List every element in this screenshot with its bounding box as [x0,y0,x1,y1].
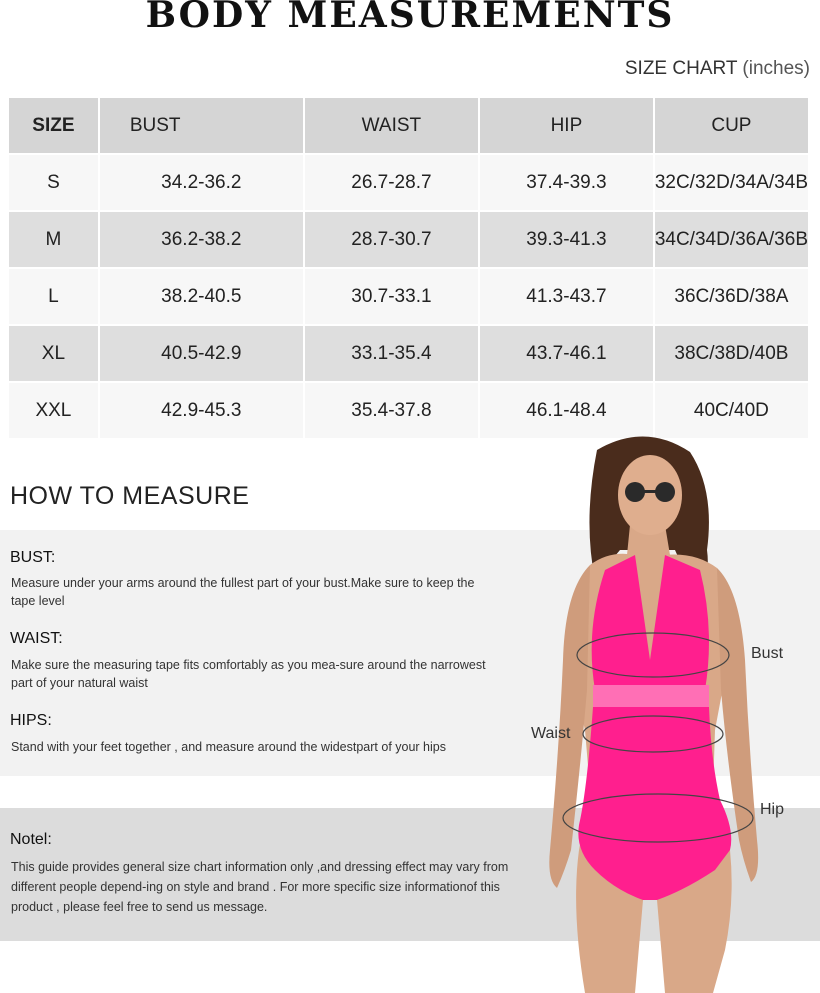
hip-label: Hip [760,801,785,818]
cell-bust: 38.2-40.5 [100,269,305,326]
bust-label: Bust [751,645,784,662]
model-figure [535,430,820,993]
header-cup: CUP [655,98,810,155]
waist-heading: WAIST: [10,630,63,647]
cell-cup: 40C/40D [655,383,810,440]
size-chart-text: SIZE CHART [624,58,738,79]
table-row [9,326,810,383]
cell-cup: 34C/34D/36A/36B [655,212,810,269]
cell-bust: 36.2-38.2 [100,212,305,269]
cell-waist: 33.1-35.4 [305,326,480,383]
how-to-measure-title: HOW TO MEASURE [10,482,250,510]
size-chart-label [625,58,810,80]
note-heading: Notel: [10,831,52,848]
table-row [9,212,810,269]
bust-instruction: Measure under your arms around the fullest part of your bust.Make sure to keep the tape level [11,576,475,608]
header-bust: BUST [100,98,305,155]
size-chart-unit: (inches) [742,58,810,79]
table-row [9,155,810,212]
header-waist: WAIST [305,98,480,155]
cell-size: XL [9,326,100,383]
cell-hip: 37.4-39.3 [480,155,655,212]
cell-waist: 35.4-37.8 [305,383,480,440]
waist-instruction: Make sure the measuring tape fits comfortably as you mea-sure around the narrowest part of your natural waist [11,658,486,690]
cell-hip: 46.1-48.4 [480,383,655,440]
hips-instruction: Stand with your feet together , and measure around the widestpart of your hips [11,740,446,754]
cell-waist: 30.7-33.1 [305,269,480,326]
note-text: This guide provides general size chart information only ,and dressing effect may vary from different people depend-ing on style and brand . For more specific size informationof this product , please feel free to send us message. [11,860,509,914]
header-size: SIZE [9,98,100,155]
cell-bust: 40.5-42.9 [100,326,305,383]
cell-cup: 36C/36D/38A [655,269,810,326]
cell-size: XXL [9,383,100,440]
page-title: BODY MEASUREMENTS [145,0,675,36]
hips-heading: HIPS: [10,712,52,729]
table-header-row [9,98,810,155]
cell-waist: 28.7-30.7 [305,212,480,269]
cell-hip: 43.7-46.1 [480,326,655,383]
table-row [9,269,810,326]
cell-hip: 41.3-43.7 [480,269,655,326]
header-hip: HIP [480,98,655,155]
cell-size: M [9,212,100,269]
cell-waist: 26.7-28.7 [305,155,480,212]
cell-hip: 39.3-41.3 [480,212,655,269]
cell-bust: 34.2-36.2 [100,155,305,212]
cell-cup: 38C/38D/40B [655,326,810,383]
bust-heading: BUST: [10,549,56,566]
cell-cup: 32C/32D/34A/34B [655,155,810,212]
cell-size: S [9,155,100,212]
waist-label: Waist [531,725,571,742]
cell-size: L [9,269,100,326]
size-table [9,98,810,440]
cell-bust: 42.9-45.3 [100,383,305,440]
